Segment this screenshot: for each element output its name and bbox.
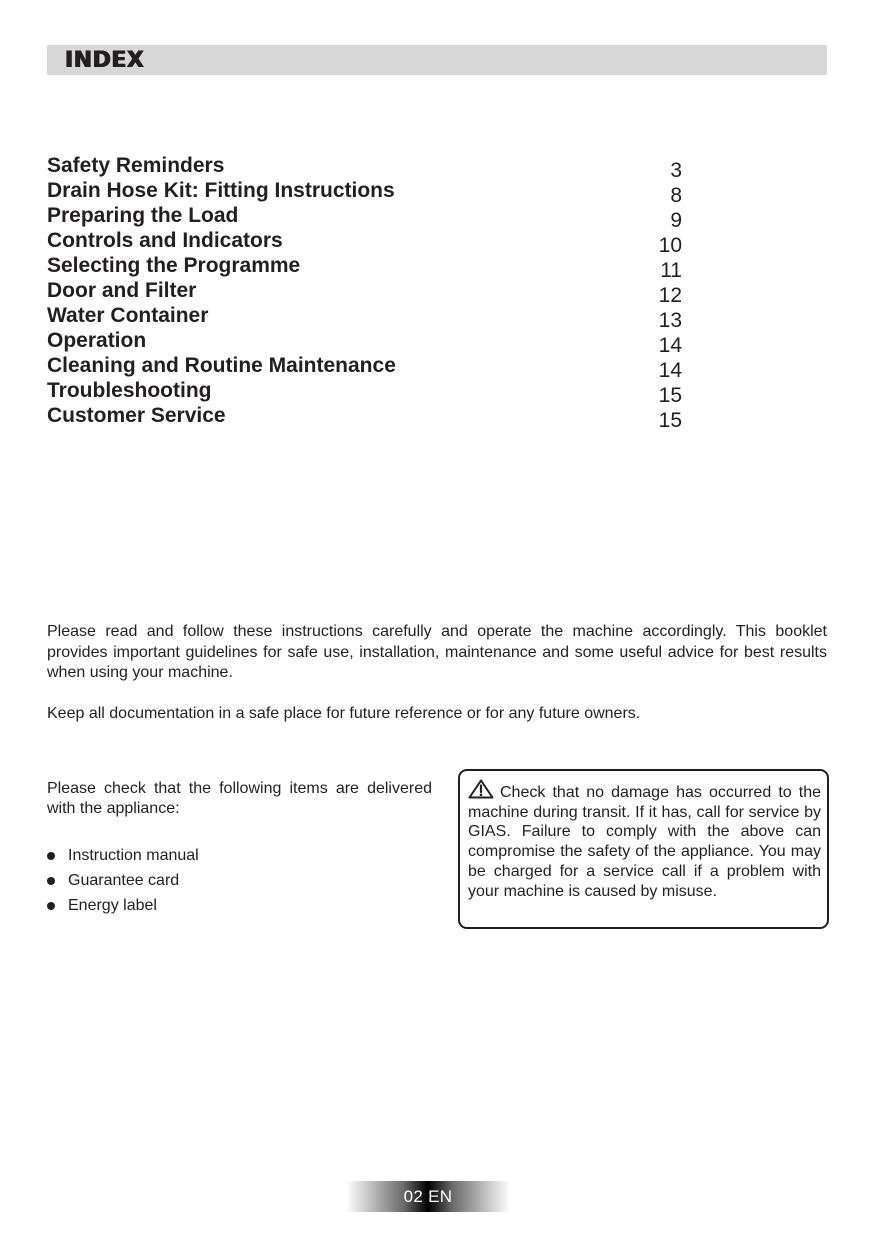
- bullet-icon: [47, 902, 55, 910]
- toc-entry-title: Controls and Indicators: [47, 229, 283, 252]
- checklist-item-label: Instruction manual: [68, 847, 199, 864]
- toc-entry-page: 15: [658, 384, 682, 407]
- toc-entry-page: 8: [670, 184, 682, 207]
- intro-paragraph: Please read and follow these instructions carefully and operate the machine accordingly. This booklet provides important guidelines for safe use, installation, maintenance and some useful advice for best results when using your machine.: [47, 623, 827, 681]
- toc-entry-page: 12: [658, 284, 682, 307]
- checklist-items: [47, 845, 432, 920]
- toc-entry-title: Operation: [47, 329, 147, 352]
- toc-entry: [47, 303, 687, 332]
- toc-entry: [47, 378, 687, 407]
- toc-entry: [47, 178, 687, 207]
- warning-text: Check that no damage has occurred to the machine during transit. If it has, call for service by GIAS. Failure to comply with the above can compromise the safety of the appliance. You may be charged for a service call if a problem with your machine is caused by misuse.: [468, 784, 821, 900]
- checklist-item: [47, 895, 432, 920]
- toc-entry-title: Water Container: [47, 304, 209, 327]
- toc-entry-page: 13: [658, 309, 682, 332]
- toc-entry-title: Cleaning and Routine Maintenance: [47, 354, 396, 377]
- toc-entry: [47, 153, 687, 182]
- toc-entry-page: 15: [658, 409, 682, 432]
- intro-section: [47, 622, 827, 725]
- intro-paragraph: Keep all documentation in a safe place for future reference or for any future owners.: [47, 705, 641, 722]
- toc-entry-page: 9: [670, 209, 682, 232]
- index-header-bar: [47, 45, 827, 75]
- checklist-item-label: Energy label: [68, 897, 157, 914]
- warning-paragraph: [468, 779, 821, 901]
- checklist-item-label: Guarantee card: [68, 872, 180, 889]
- delivery-checklist: [47, 779, 432, 920]
- toc-entry: [47, 253, 687, 282]
- toc-entry-page: 14: [658, 359, 682, 382]
- toc-entry-title: Safety Reminders: [47, 154, 225, 177]
- toc-entry: [47, 328, 687, 357]
- checklist-intro-text: Please check that the following items are delivered with the appliance:: [47, 780, 432, 817]
- toc-entry-title: Customer Service: [47, 404, 226, 427]
- toc-entry: [47, 278, 687, 307]
- bullet-icon: [47, 852, 55, 860]
- toc-entry-page: 14: [658, 334, 682, 357]
- toc-entry-page: 3: [670, 159, 682, 182]
- warning-box: [458, 769, 829, 929]
- toc-entry-title: Troubleshooting: [47, 379, 212, 402]
- toc-entry-page: 11: [660, 259, 682, 282]
- bullet-icon: [47, 877, 55, 885]
- warning-triangle-icon: [468, 779, 494, 799]
- checklist-item: [47, 870, 432, 895]
- toc-entry: [47, 203, 687, 232]
- toc-entry: [47, 228, 687, 257]
- toc-entry: [47, 353, 687, 382]
- page-number-label: 02 EN: [403, 1187, 453, 1206]
- toc-entry-title: Drain Hose Kit: Fitting Instructions: [47, 179, 395, 202]
- table-of-contents: [47, 153, 687, 432]
- toc-entry-title: Preparing the Load: [47, 204, 239, 227]
- toc-entry-title: Selecting the Programme: [47, 254, 301, 277]
- toc-entry: [47, 403, 687, 432]
- toc-entry-page: 10: [658, 234, 682, 257]
- checklist-item: [47, 845, 432, 870]
- page-footer: [346, 1181, 510, 1212]
- toc-entry-title: Door and Filter: [47, 279, 197, 302]
- index-title: INDEX: [65, 48, 145, 73]
